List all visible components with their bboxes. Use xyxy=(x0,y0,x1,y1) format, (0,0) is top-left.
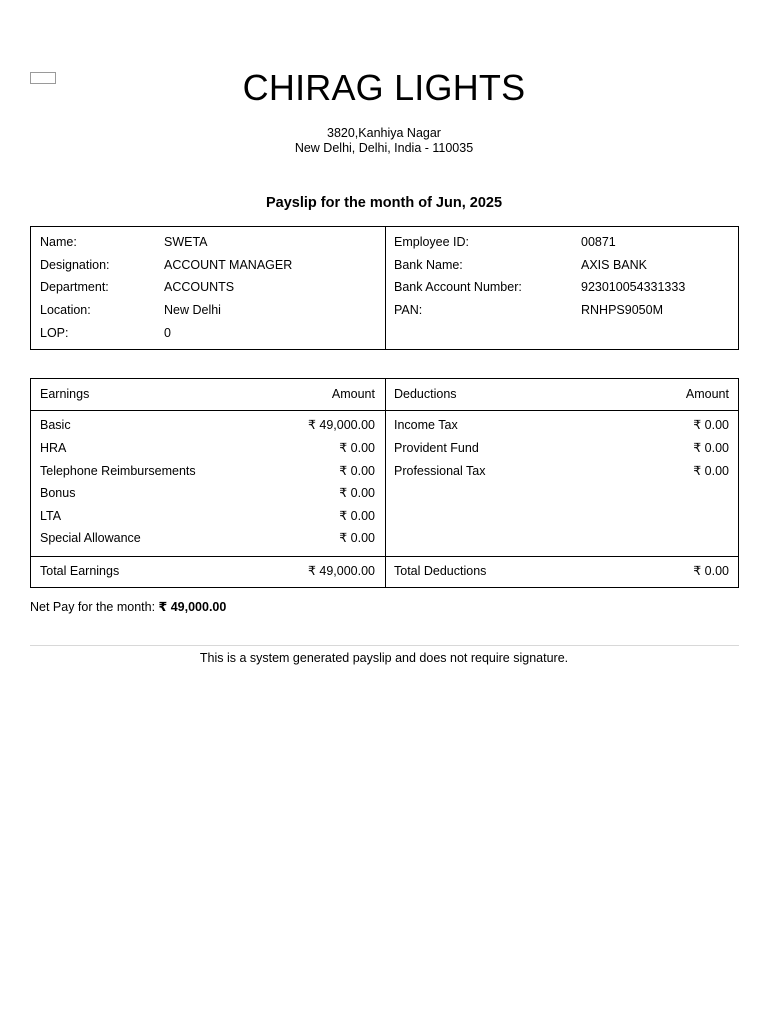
salary-table xyxy=(30,378,739,588)
deductions-header: Deductions xyxy=(394,387,457,401)
earning-label: Bonus xyxy=(40,486,76,500)
bank-account-value: 923010054331333 xyxy=(581,280,686,294)
deduction-label: Provident Fund xyxy=(394,441,479,455)
deduction-label: Income Tax xyxy=(394,418,458,432)
header-divider xyxy=(31,410,738,411)
deduction-amount: ₹ 0.00 xyxy=(693,441,729,455)
earnings-amount-header: Amount xyxy=(331,387,375,401)
net-pay xyxy=(30,600,226,614)
earning-label: Special Allowance xyxy=(40,531,141,545)
deduction-amount: ₹ 0.00 xyxy=(693,418,729,432)
deduction-amount: ₹ 0.00 xyxy=(693,464,729,478)
department-label: Department: xyxy=(40,280,109,294)
bank-account-label: Bank Account Number: xyxy=(394,280,522,294)
bank-name-label: Bank Name: xyxy=(394,258,463,272)
total-earnings-amount: ₹ 49,000.00 xyxy=(307,564,375,578)
payslip-title: Payslip for the month of Jun, 2025 xyxy=(265,195,503,211)
name-value: SWETA xyxy=(164,235,208,249)
bank-name-value: AXIS BANK xyxy=(581,258,647,272)
pan-label: PAN: xyxy=(394,303,423,317)
earnings-header: Earnings xyxy=(40,387,90,401)
table-divider xyxy=(385,227,386,349)
earning-amount: ₹ 0.00 xyxy=(339,441,375,455)
earning-label: Basic xyxy=(40,418,71,432)
deductions-amount-header: Amount xyxy=(685,387,729,401)
company-name: CHIRAG LIGHTS xyxy=(242,67,526,108)
name-label: Name: xyxy=(40,235,77,249)
footer-divider xyxy=(30,645,739,646)
location-value: New Delhi xyxy=(164,303,221,317)
designation-value: ACCOUNT MANAGER xyxy=(164,258,293,272)
earning-amount: ₹ 0.00 xyxy=(339,464,375,478)
total-divider xyxy=(31,556,738,557)
employee-id-value: 00871 xyxy=(581,235,616,249)
total-deductions-amount: ₹ 0.00 xyxy=(693,564,729,578)
earning-amount: ₹ 49,000.00 xyxy=(307,418,375,432)
lop-value: 0 xyxy=(164,326,171,340)
employee-id-label: Employee ID: xyxy=(394,235,470,249)
employee-info-table xyxy=(30,226,739,350)
footer-note: This is a system generated payslip and does not require signature. xyxy=(199,651,569,665)
total-earnings-label: Total Earnings xyxy=(40,564,120,578)
lop-label: LOP: xyxy=(40,326,69,340)
earning-amount: ₹ 0.00 xyxy=(339,486,375,500)
location-label: Location: xyxy=(40,303,91,317)
department-value: ACCOUNTS xyxy=(164,280,235,294)
company-address-line2: New Delhi, Delhi, India - 110035 xyxy=(294,141,474,155)
earning-amount: ₹ 0.00 xyxy=(339,509,375,523)
earning-amount: ₹ 0.00 xyxy=(339,531,375,545)
net-pay-value: ₹ 49,000.00 xyxy=(158,600,227,614)
pan-value: RNHPS9050M xyxy=(581,303,663,317)
designation-label: Designation: xyxy=(40,258,110,272)
earning-label: Telephone Reimbursements xyxy=(40,464,196,478)
company-address-line1: 3820,Kanhiya Nagar xyxy=(327,126,441,140)
net-pay-label: Net Pay for the month: xyxy=(30,600,156,614)
earning-label: HRA xyxy=(40,441,67,455)
deduction-label: Professional Tax xyxy=(394,464,486,478)
earning-label: LTA xyxy=(40,509,62,523)
total-deductions-label: Total Deductions xyxy=(394,564,487,578)
